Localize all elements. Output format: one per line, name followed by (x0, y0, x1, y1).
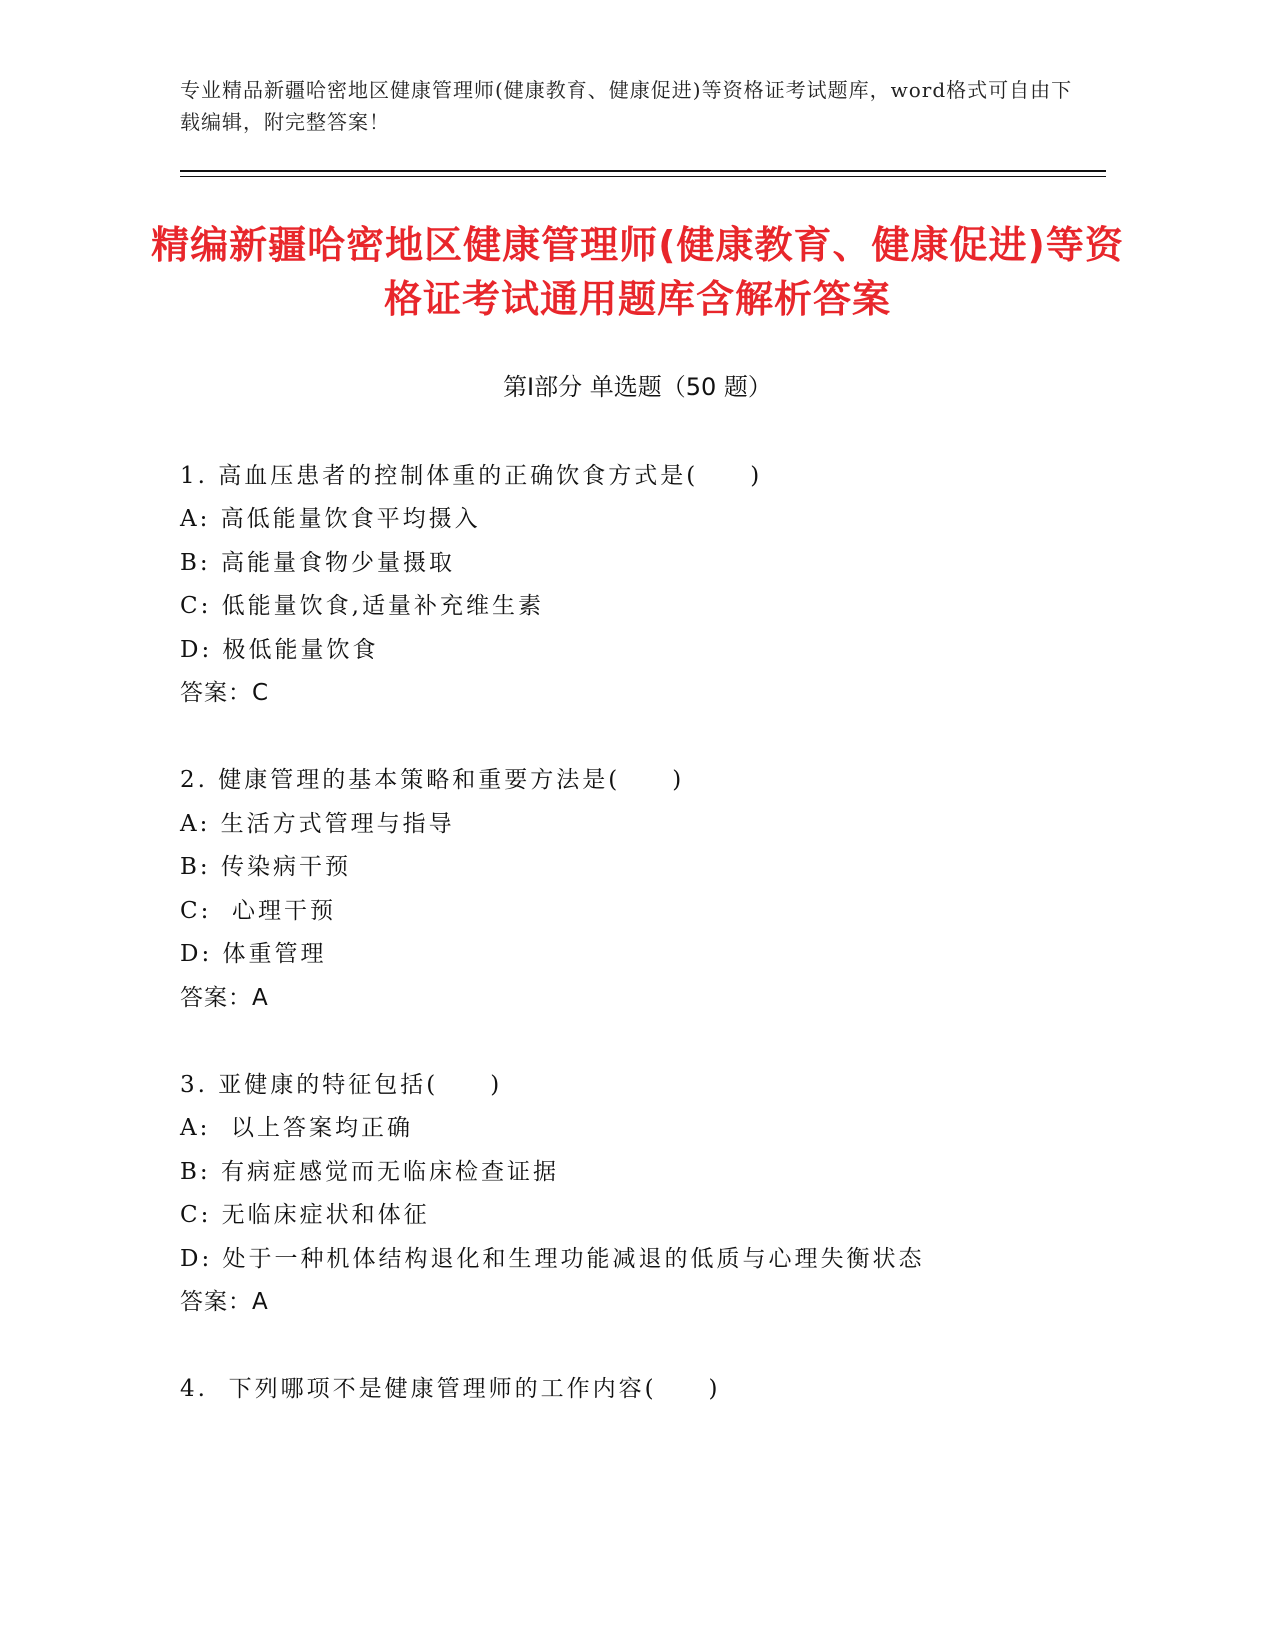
question-option: B: 传染病干预 (180, 854, 351, 880)
question-stem: 4. 下列哪项不是健康管理师的工作内容( ) (180, 1376, 721, 1402)
question-option: C: 无临床症状和体征 (180, 1202, 430, 1228)
question-option: A: 以上答案均正确 (180, 1115, 413, 1141)
header-note: 专业精品新疆哈密地区健康管理师(健康教育、健康促进)等资格证考试题库，word格式可自由下载编辑，附完整答案！ (180, 78, 1073, 134)
question-stem: 3. 亚健康的特征包括( ) (180, 1072, 503, 1098)
question-option: D: 体重管理 (180, 941, 327, 967)
header-divider-thick (180, 170, 1106, 172)
question-answer: 答案：C (180, 680, 270, 706)
question-stem: 2. 健康管理的基本策略和重要方法是( ) (180, 767, 685, 793)
question-option: D: 处于一种机体结构退化和生理功能减退的低质与心理失衡状态 (180, 1246, 925, 1272)
question-option: C: 低能量饮食,适量补充维生素 (180, 593, 544, 619)
question-option: D: 极低能量饮食 (180, 637, 379, 663)
document-title: 精编新疆哈密地区健康管理师(健康教育、健康促进)等资格证考试通用题库含解析答案 (151, 223, 1124, 321)
question-option: C: 心理干预 (180, 898, 336, 924)
question-option: A: 生活方式管理与指导 (180, 811, 455, 837)
section-title: 第Ⅰ部分 单选题（50 题） (503, 373, 772, 401)
question-answer: 答案：A (180, 985, 269, 1011)
question-option: B: 有病症感觉而无临床检查证据 (180, 1159, 559, 1185)
question-option: A: 高低能量饮食平均摄入 (180, 506, 481, 532)
question-stem: 1. 高血压患者的控制体重的正确饮食方式是( ) (180, 463, 763, 489)
header-divider-thin (180, 176, 1106, 177)
question-option: B: 高能量食物少量摄取 (180, 550, 455, 576)
question-answer: 答案：A (180, 1289, 269, 1315)
